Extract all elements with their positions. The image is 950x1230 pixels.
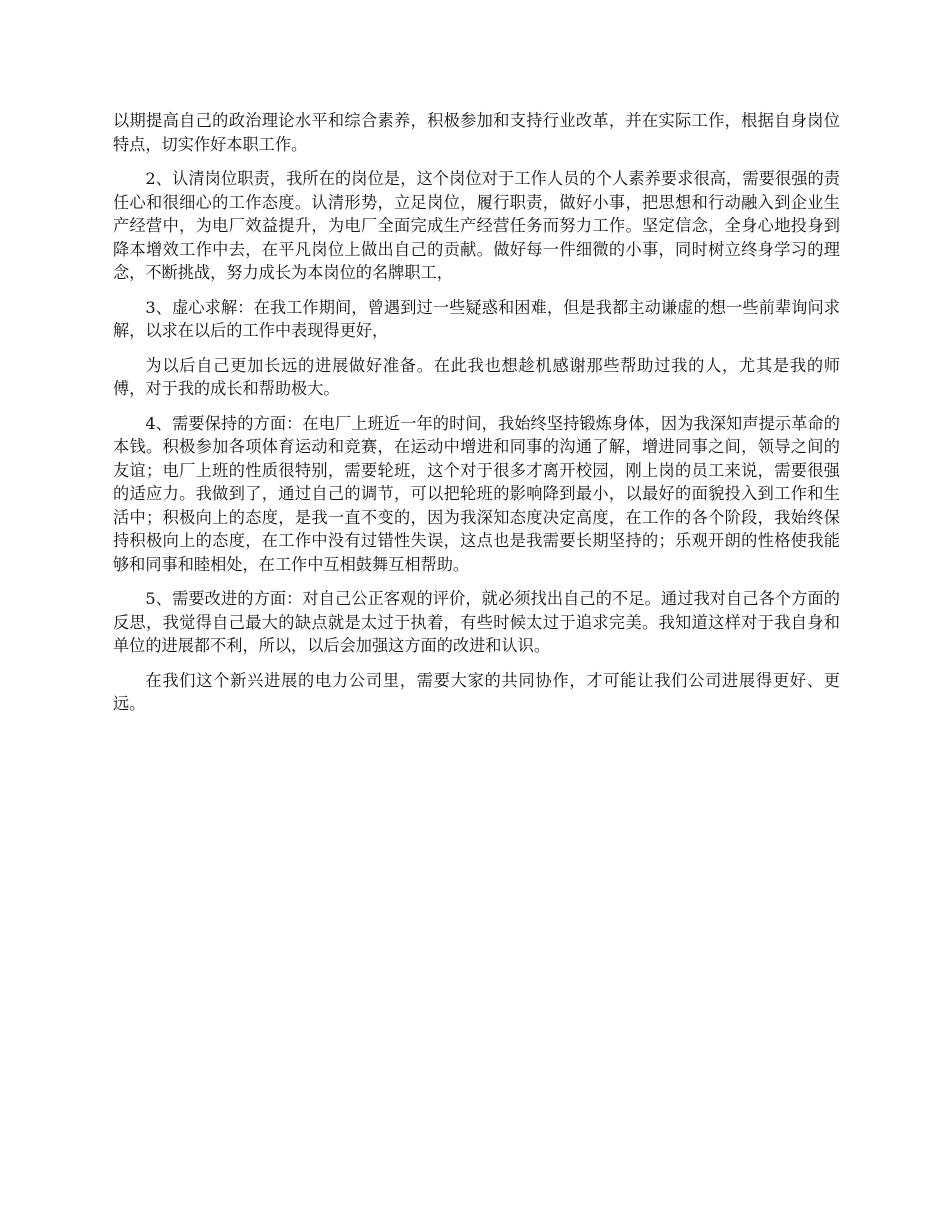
paragraph-gratitude: 为以后自己更加长远的进展做好准备。在此我也想趁机感谢那些帮助过我的人，尤其是我的师傅，对于我的成长和帮助极大。 bbox=[113, 355, 840, 398]
paragraph-aspects-to-keep: 4、需要保持的方面：在电厂上班近一年的时间，我始终坚持锻炼身体，因为我深知声提示革命的本钱。积极参加各项体育运动和竞赛，在运动中增进和同事的沟通了解，增进同事之间，领导之间的友谊；电厂上班的性质很特别，需要轮班，这个对于很多才离开校园，刚上岗的员工来说，需要很强的适应力。我做到了，通过自己的调节，可以把轮班的影响降到最小，以最好的面貌投入到工作和生活中；积极向上的态度，是我一直不变的，因为我深知态度决定高度，在工作的各个阶段，我始终保持积极向上的态度，在工作中没有过错性失误，这点也是我需要长期坚持的；乐观开朗的性格使我能够和同事和睦相处，在工作中互相鼓舞互相帮助。 bbox=[113, 413, 840, 574]
paragraph-intro-continuation: 以期提高自己的政治理论水平和综合素养，积极参加和支持行业改革，并在实际工作，根据自身岗位特点，切实作好本职工作。 bbox=[113, 111, 840, 154]
document-body bbox=[113, 109, 840, 727]
paragraph-closing: 在我们这个新兴进展的电力公司里，需要大家的共同协作，才可能让我们公司进展得更好、更远。 bbox=[113, 670, 840, 713]
paragraph-job-responsibilities: 2、认清岗位职责，我所在的岗位是，这个岗位对于工作人员的个人素养要求很高，需要很强的责任心和很细心的工作态度。认清形势，立足岗位，履行职责，做好小事，把思想和行动融入到企业生产经营中，为电厂效益提升，为电厂全面完成生产经营任务而努力工作。坚定信念，全身心地投身到降本增效工作中去，在平凡岗位上做出自己的贡献。做好每一件细微的小事，同时树立终身学习的理念，不断挑战，努力成长为本岗位的名牌职工， bbox=[113, 169, 840, 282]
paragraph-aspects-to-improve: 5、需要改进的方面：对自己公正客观的评价，就必须找出自己的不足。通过我对自己各个方面的反思，我觉得自己最大的缺点就是太过于执着，有些时候太过于追求完美。我知道这样对于我自身和单位的进展都不利，所以，以后会加强这方面的改进和认识。 bbox=[113, 589, 840, 655]
paragraph-seek-advice: 3、虚心求解：在我工作期间，曾遇到过一些疑惑和困难，但是我都主动谦虚的想一些前辈询问求解，以求在以后的工作中表现得更好， bbox=[113, 297, 840, 340]
